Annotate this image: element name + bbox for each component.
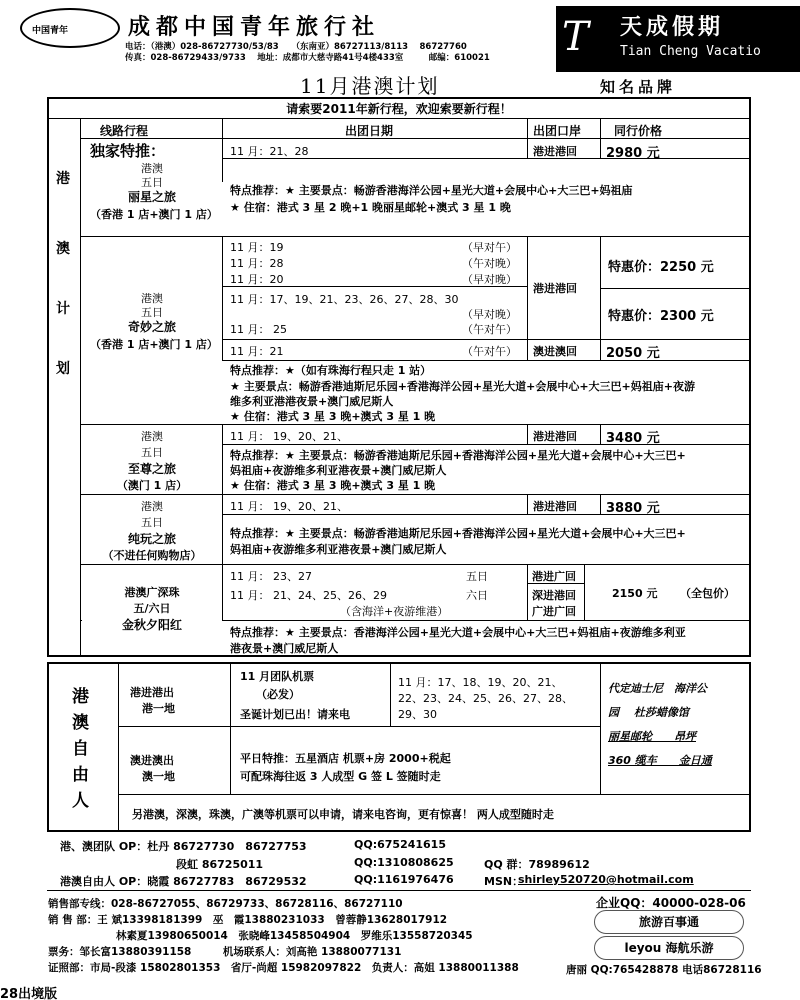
divider	[118, 794, 750, 795]
free-side-label-2: 澳	[72, 713, 89, 733]
divider	[527, 118, 528, 158]
free-side-label-4: 由	[72, 765, 89, 785]
tour4-features-1: 特点推荐：★ 主要景点：畅游香港迪斯尼乐园+香港海洋公园+星光大道+会展中心+大三巴+	[230, 527, 686, 540]
hk-route-1: 港进港出	[130, 686, 174, 699]
divider	[222, 424, 223, 494]
header-price: 同行价格	[614, 124, 663, 138]
contact-line-2: 传真：028-86729433/9733 地址：成都市大慈寺路41号4楼433室 邮编：610021	[125, 53, 490, 63]
tour2-price-3: 2050 元	[606, 346, 660, 361]
tour1-features: 特点推荐：★ 主要景点：畅游香港海洋公园+星光大道+会展中心+大三巴+妈祖庙	[230, 184, 633, 197]
mo-route-2: 澳一地	[142, 770, 175, 783]
famous-brand-label: 知名品牌	[600, 78, 677, 96]
free-op: 港澳自由人 OP：晓霞 86727783 86729532	[60, 875, 307, 888]
free-side-label-5: 人	[72, 791, 89, 811]
badge-baishitong: 旅游百事通	[594, 910, 744, 934]
agency-service-2: 园 杜莎蜡像馆	[608, 706, 689, 719]
tour1-stay: ★ 住宿：港式 3 星 2 晚+1 晚丽星邮轮+澳式 3 星 1 晚	[230, 201, 511, 214]
divider	[600, 424, 601, 444]
qq-group: QQ 群：78989612	[484, 858, 590, 871]
duan-qq: QQ:1310808625	[354, 856, 454, 869]
divider	[118, 662, 119, 832]
header-date: 出团日期	[345, 124, 394, 138]
tour5-days-2: 六日	[466, 589, 488, 602]
tour3-title: 至尊之旅	[127, 462, 176, 476]
tour2-title: 奇妙之旅	[127, 320, 176, 334]
tour2-date-3: 11 月：20	[230, 273, 284, 286]
tour4-dates: 11 月： 19、20、21、	[230, 500, 348, 513]
tour2-name-line1: 港澳	[141, 292, 163, 305]
tour2-features-2: ★ 主要景点：畅游香港迪斯尼乐园+香港海洋公园+星光大道+会展中心+大三巴+妈祖庙+夜游	[230, 380, 695, 393]
divider	[600, 118, 601, 158]
header-port: 出团口岸	[533, 124, 582, 138]
tour2-price-2: 特惠价：2300 元	[608, 309, 714, 324]
tour5-name-line2: 五/六日	[133, 602, 171, 615]
tour1-dates: 11 月：21、28	[230, 145, 309, 158]
tour5-note: （含海洋+夜游维港）	[340, 605, 449, 618]
tour3-port: 港进港回	[533, 430, 577, 443]
tour1-port: 港进港回	[533, 145, 577, 158]
tour2-flight-3: （早对晚）	[462, 273, 517, 286]
tour5-port-1: 港进广回	[532, 570, 576, 583]
agency-service-1: 代定迪士尼 海洋公	[608, 682, 707, 695]
tour2-flight-7: （午对午）	[462, 345, 517, 358]
enterprise-qq: 企业QQ：40000-028-06	[596, 896, 746, 910]
exclusive-label: 独家特推：	[90, 142, 166, 160]
tour5-port-3: 广进广回	[532, 605, 576, 618]
brand-logo-icon: T	[562, 14, 589, 60]
tour5-title: 金秋夕阳红	[82, 616, 222, 633]
divider	[222, 514, 750, 515]
group-dates-1: 11 月：17、18、19、20、21、	[398, 676, 563, 689]
group-ticket-2: （必发）	[256, 688, 300, 701]
tour5-features-1: 特点推荐：★ 主要景点：香港海洋公园+星光大道+会展中心+大三巴+妈祖庙+夜游维多利亚	[230, 626, 686, 639]
side-label-4: 划	[56, 361, 70, 377]
page-number: 28出境版	[0, 987, 58, 1000]
group-dates-3: 29、30	[398, 708, 437, 721]
duan-hong: 段虹 86725011	[176, 858, 264, 871]
weekday-offer-1: 平日特推：五星酒店 机票+房 2000+税起	[240, 752, 451, 765]
side-label-2: 澳	[56, 241, 70, 257]
tour5-date-1: 11 月： 23、27	[230, 570, 312, 583]
divider	[222, 444, 750, 445]
tour4-hotels: （不进任何购物店）	[102, 549, 202, 562]
agency-name: 成都中国青年旅行社	[128, 15, 381, 40]
divider	[600, 494, 601, 514]
msn-address[interactable]: shirley520720@hotmail.com	[518, 873, 694, 886]
cert-contacts: 证照部：市局-段漆 15802801353 省厅-尚超 15982097822 负责人：高姐 13880011388	[48, 962, 519, 974]
tour3-features-2: 妈祖庙+夜游维多利亚港夜景+澳门威尼斯人	[230, 464, 447, 477]
free-side-label-3: 自	[72, 739, 89, 759]
page-title: 11月港澳计划	[300, 74, 440, 98]
free-bottom-note: 另港澳，深澳，珠澳，广澳等机票可以申请，请来电咨询，更有惊喜！ 两人成型随时走	[132, 808, 554, 821]
group-ticket-1: 11 月团队机票	[240, 670, 315, 683]
free-side-label-1: 港	[72, 687, 89, 707]
tour1-title: 丽星之旅	[127, 190, 176, 204]
group-op-qq: QQ:675241615	[354, 838, 446, 851]
divider	[600, 236, 601, 360]
divider	[222, 494, 223, 564]
hk-route-2: 港一地	[142, 702, 175, 715]
agency-service-4: 360 缆车 金日通	[608, 754, 712, 767]
ticket-contacts: 票务：邹长富13880391158 机场联系人：刘高艳 13880077131	[48, 946, 402, 958]
tour4-title: 纯玩之旅	[127, 532, 176, 546]
mo-route-1: 澳进澳出	[130, 754, 174, 767]
tour3-hotels: （澳门 1 店）	[116, 479, 188, 492]
tour1-name-line2: 五日	[141, 176, 163, 189]
sales-dept-1: 销 售 部：王 斌13398181399 巫 霞13880231033 曾蓉静13628017912	[48, 914, 448, 926]
tour2-stay: ★ 住宿：港式 3 星 3 晚+澳式 3 星 1 晚	[230, 410, 436, 423]
tour3-dates: 11 月： 19、20、21、	[230, 430, 348, 443]
tour2-price-1: 特惠价：2250 元	[608, 260, 714, 275]
group-ticket-3: 圣诞计划已出！请来电	[240, 708, 350, 721]
tour2-date-6: 11 月： 25	[230, 323, 287, 336]
divider	[222, 236, 223, 360]
brand-name-cn: 天成假期	[620, 15, 725, 40]
divider	[80, 564, 750, 565]
tour2-port-1: 港进港回	[533, 282, 577, 295]
agency-service-3: 丽星邮轮 昂坪	[608, 730, 696, 743]
divider	[222, 360, 750, 361]
tour3-name-line1: 港澳	[141, 430, 163, 443]
tour5-port-2: 深进港回	[532, 589, 576, 602]
tour2-features-3: 维多利亚港港夜景+澳门威尼斯人	[230, 395, 394, 408]
group-dates-2: 22、23、24、25、26、27、28、	[398, 692, 573, 705]
tour5-date-2: 11 月： 21、24、25、26、29	[230, 589, 387, 602]
msn-label: MSN：	[484, 875, 524, 888]
divider	[80, 118, 81, 657]
badge-leyou: leyou 海航乐游	[594, 936, 744, 960]
divider	[118, 726, 600, 727]
agency-logo	[20, 8, 120, 48]
divider	[222, 118, 223, 182]
weekday-offer-2: 可配珠海往返 3 人成型 G 签 L 签随时走	[240, 770, 441, 783]
divider	[47, 890, 751, 891]
tour1-name-line1: 港澳	[141, 162, 163, 175]
tour5-days-1: 五日	[466, 570, 488, 583]
divider	[80, 236, 750, 237]
divider	[80, 494, 750, 495]
tour5-price-note: （全包价）	[680, 587, 735, 600]
tour4-features-2: 妈祖庙+夜游维多利亚港夜景+澳门威尼斯人	[230, 543, 447, 556]
tour2-flight-1: （早对午）	[462, 241, 517, 254]
divider	[230, 662, 231, 794]
tour3-price: 3480 元	[606, 431, 660, 446]
tour4-port: 港进港回	[533, 500, 577, 513]
divider	[222, 564, 223, 620]
tour2-date-4: 11 月：17、19、21、23、26、27、28、30	[230, 293, 459, 306]
divider	[600, 288, 750, 289]
tour2-date-7: 11 月：21	[230, 345, 284, 358]
tour4-name-line1: 港澳	[141, 500, 163, 513]
sales-line: 销售部专线：028-86727055、86729733、86728116、86727110	[48, 898, 403, 910]
tour5-features-2: 港夜景+澳门威尼斯人	[230, 642, 339, 655]
brand-name-en: Tian Cheng Vacatio	[620, 44, 761, 59]
tour4-price: 3880 元	[606, 501, 660, 516]
tour2-date-2: 11 月：28	[230, 257, 284, 270]
divider	[527, 424, 528, 444]
tour2-features-1: 特点推荐：★（如有珠海行程只走 1 站）	[230, 364, 432, 377]
divider	[47, 118, 751, 119]
tour2-hotels: （香港 1 店+澳门 1 店）	[90, 338, 218, 351]
tour2-date-1: 11 月：19	[230, 241, 284, 254]
group-op: 港、澳团队 OP：杜丹 86727730 86727753	[60, 840, 307, 853]
tour2-flight-2: （午对晚）	[462, 257, 517, 270]
contact-line-1: 电话：（港澳）028-86727730/53/83 （东南亚）86727113/8113 86727760	[125, 42, 467, 52]
tour3-stay: ★ 住宿：港式 3 星 3 晚+澳式 3 星 1 晚	[230, 479, 436, 492]
tour4-name-line2: 五日	[141, 516, 163, 529]
tour3-features-1: 特点推荐：★ 主要景点：畅游香港迪斯尼乐园+香港海洋公园+星光大道+会展中心+大三巴+	[230, 449, 686, 462]
divider	[600, 662, 601, 794]
divider	[222, 339, 750, 340]
tour5-name-line1: 港澳广深珠	[124, 586, 180, 599]
tour2-flight-6: （午对午）	[462, 323, 517, 336]
tour1-price: 2980 元	[606, 146, 660, 161]
tour1-hotels: （香港 1 店+澳门 1 店）	[90, 208, 218, 221]
divider	[527, 564, 528, 620]
tour3-name-line2: 五日	[141, 446, 163, 459]
tour2-flight-5: （早对晚）	[462, 308, 517, 321]
store-contact: 唐丽 QQ:765428878 电话86728116	[566, 964, 762, 976]
divider	[527, 236, 528, 360]
divider	[584, 564, 585, 620]
header-route: 线路行程	[100, 124, 149, 138]
divider	[527, 494, 528, 514]
side-label-1: 港	[56, 171, 70, 187]
divider	[80, 424, 750, 425]
side-label-3: 计	[56, 301, 70, 317]
free-op-qq: QQ:1161976476	[354, 873, 454, 886]
logo-text: 中国青年	[32, 26, 69, 36]
divider	[390, 662, 391, 726]
tour2-port-2: 澳进澳回	[533, 345, 577, 358]
tour5-price: 2150 元	[612, 587, 658, 600]
table-notice: 请索要2011年新行程，欢迎索要新行程！	[286, 102, 512, 116]
sales-dept-2: 林素夏13980650014 张晓峰13458504904 罗维乐13558720345	[116, 930, 473, 942]
tour2-name-line2: 五日	[141, 306, 163, 319]
